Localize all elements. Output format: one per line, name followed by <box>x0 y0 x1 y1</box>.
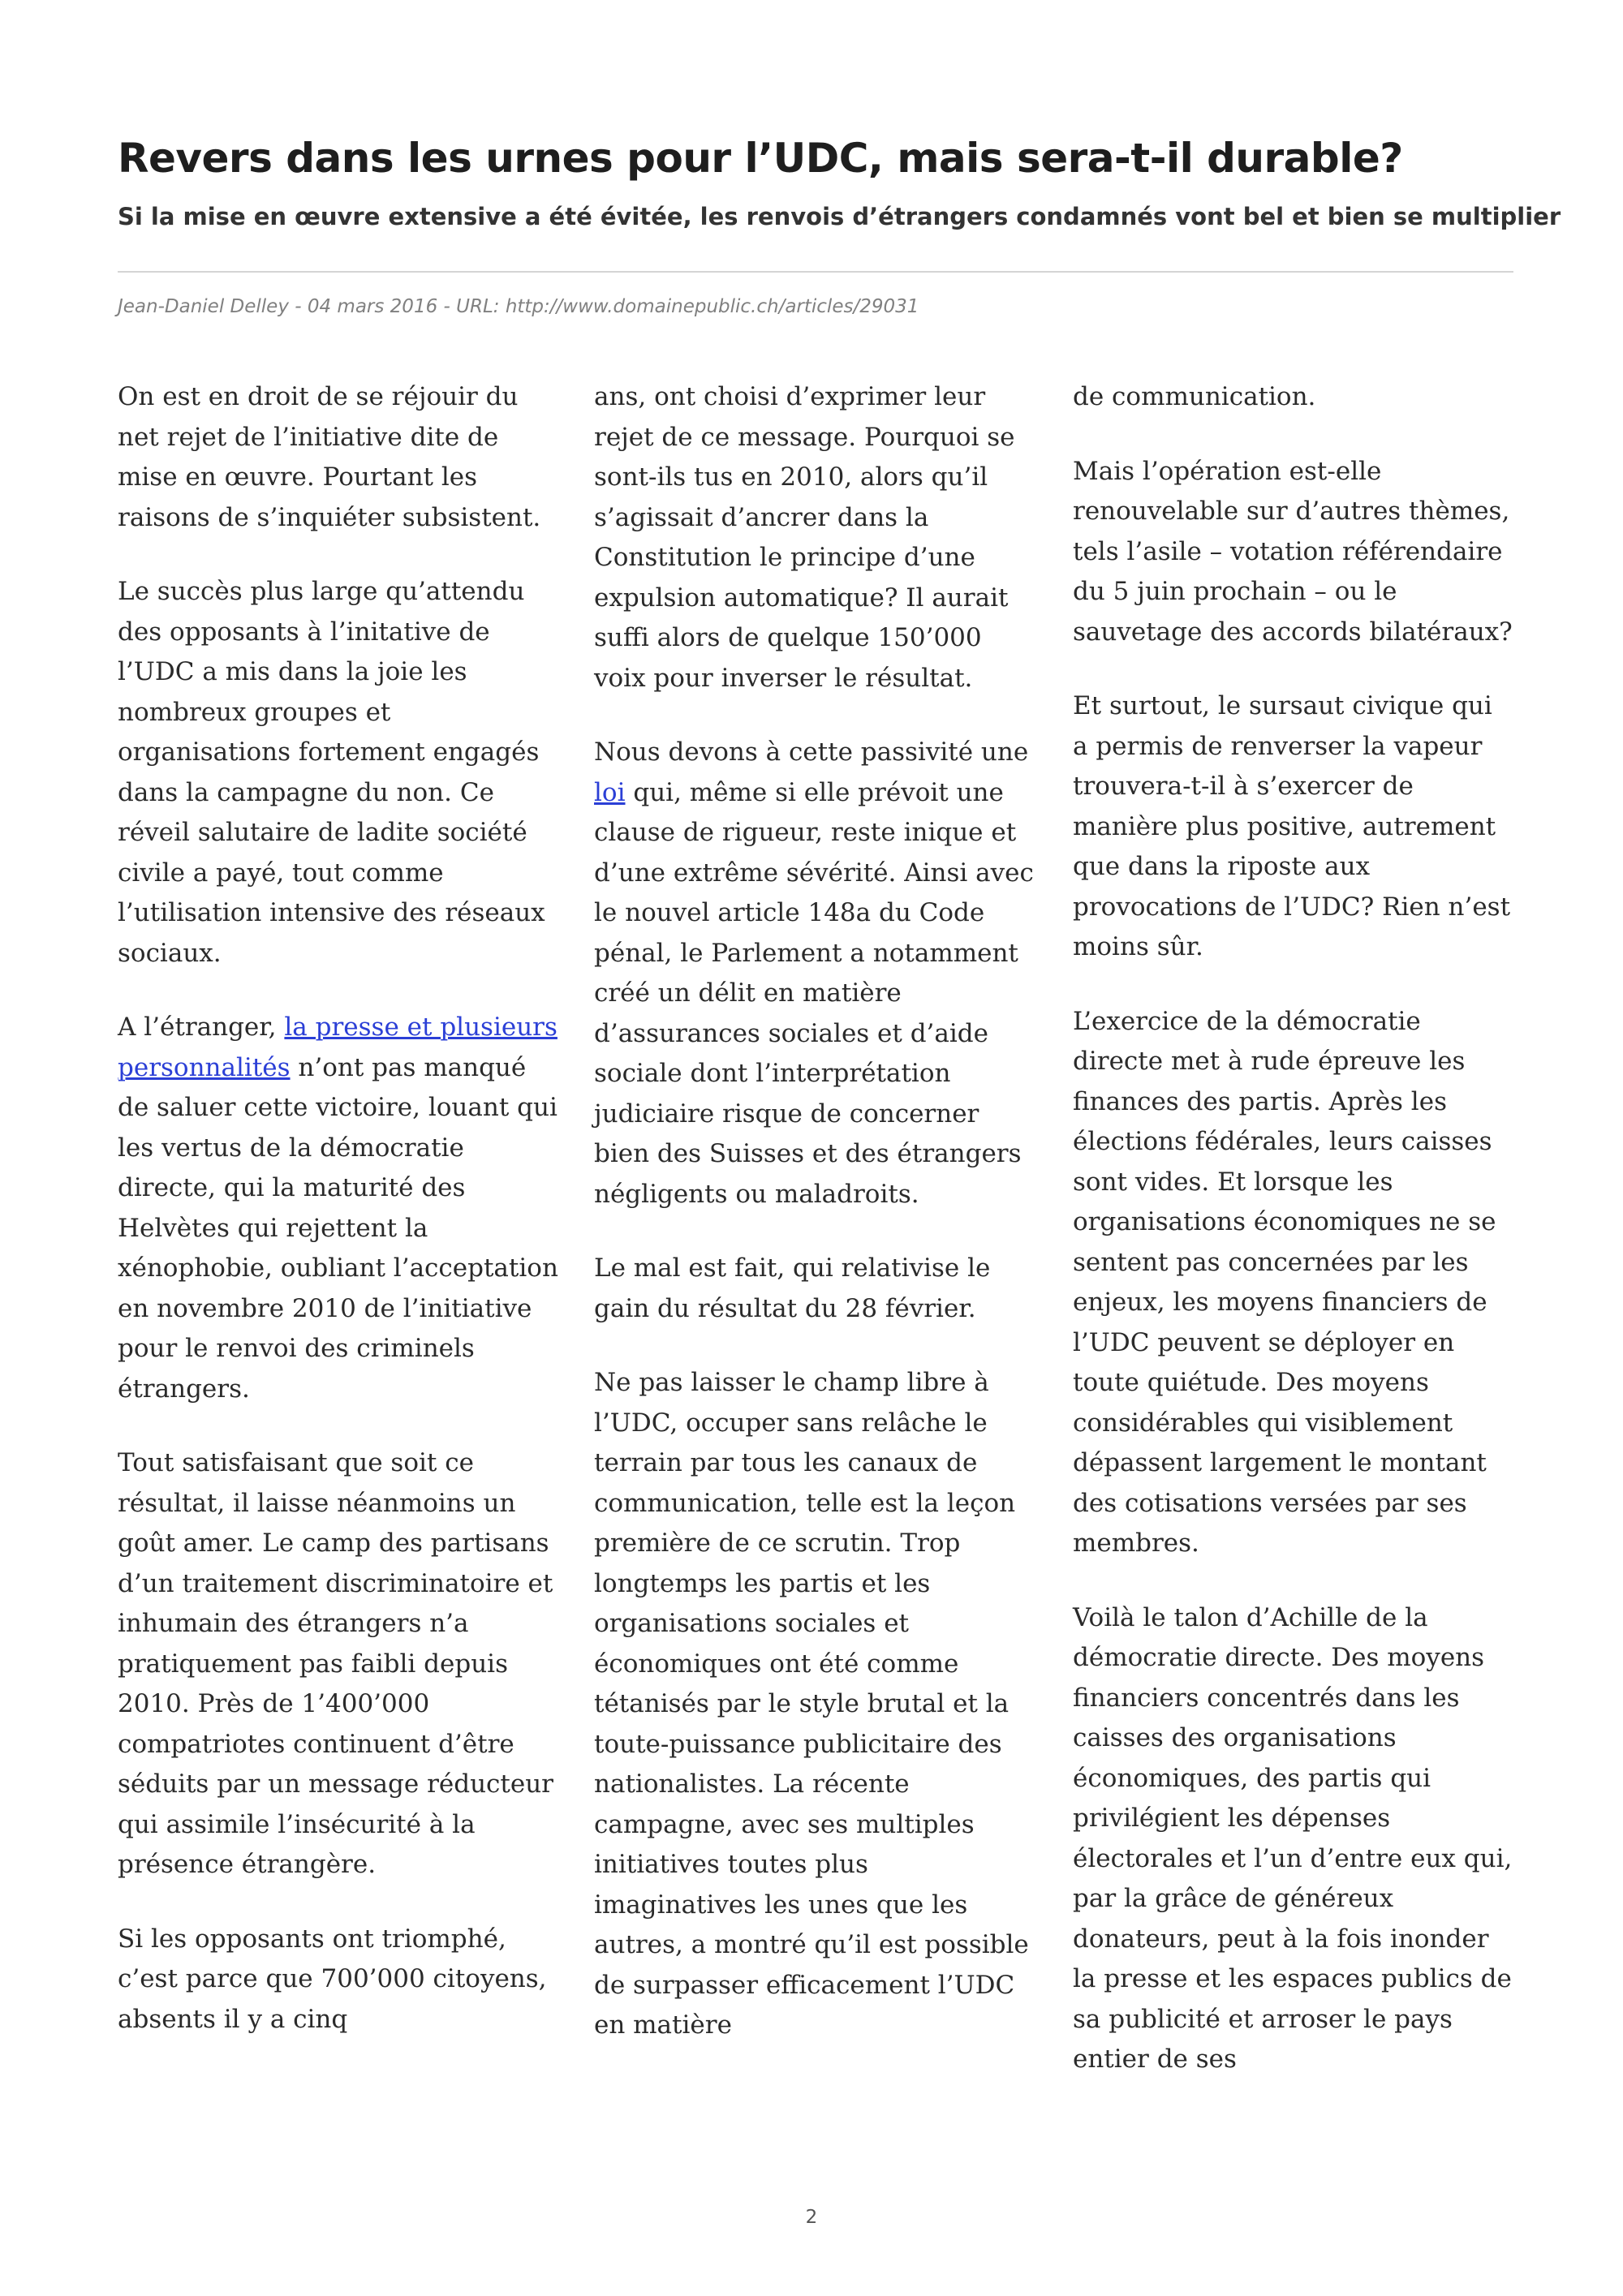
article-subtitle: Si la mise en œuvre extensive a été évitée, les renvois d’étrangers condamnés vont bel et bien se multiplier <box>118 203 1561 230</box>
law-link[interactable]: loi <box>594 777 626 807</box>
paragraph: On est en droit de se réjouir du net rejet de l’initiative dite de mise en œuvre. Pourtant les raisons de s’inquiéter subsistent. <box>118 382 541 532</box>
paragraph: de communication. <box>1073 382 1316 411</box>
paragraph: Le mal est fait, qui relativise le gain du résultat du 28 février. <box>594 1253 991 1323</box>
article-title: Revers dans les urnes pour l’UDC, mais sera-t-il durable? <box>118 135 1403 182</box>
paragraph: Mais l’opération est-elle renouvelable sur d’autres thèmes, tels l’asile – votation référendaire du 5 juin prochain – ou le sauvetage des accords bilatéraux? <box>1073 456 1513 647</box>
paragraph: Si les opposants ont triomphé, c’est parce que 700’000 citoyens, absents il y a cinq <box>118 1924 547 2034</box>
press-link[interactable]: la presse et plusieurs personnalités <box>118 1013 558 1082</box>
paragraph-text: n’ont pas manqué de saluer cette victoire, louant qui les vertus de la démocratie directe, qui la maturité des Helvètes qui rejettent la xénophobie, oubliant l’acceptation en novembre 2010 de l’initiative pour le renvoi des criminels étrangers. <box>118 1052 558 1404</box>
paragraph-text: Nous devons à cette passivité une <box>594 737 1029 767</box>
text-column-2 <box>594 377 1036 2080</box>
article-byline: Jean-Daniel Delley - 04 mars 2016 - URL: http://www.domainepublic.ch/articles/29031 <box>118 296 919 317</box>
paragraph <box>594 733 1036 1215</box>
paragraph-text: A l’étranger, <box>118 1013 285 1042</box>
paragraph: L’exercice de la démocratie directe met à rude épreuve les finances des partis. Après les élections fédérales, leurs caisses sont vides. Et lorsque les organisations économiques ne se sentent pas concernées par les enjeux, les moyens financiers de l’UDC peuvent se déployer en toute quiétude. Des moyens considérables qui visiblement dépassent largement le montant des cotisations versées par ses membres. <box>1073 1006 1496 1558</box>
paragraph: Ne pas laisser le champ libre à l’UDC, occuper sans relâche le terrain par tous les canaux de communication, telle est la leçon première de ce scrutin. Trop longtemps les partis et les organisations sociales et économiques ont été comme tétanisés par le style brutal et la toute-puissance publicitaire des nationalistes. La récente campagne, avec ses multiples initiatives toutes plus imaginatives les unes que les autres, a montré qu’il est possible de surpasser efficacement l’UDC en matière <box>594 1368 1029 2040</box>
paragraph: Et surtout, le sursaut civique qui a permis de renverser la vapeur trouvera-t-il à s’exercer de manière plus positive, autrement que dans la riposte aux provocations de l’UDC? Rien n’est moins sûr. <box>1073 691 1511 961</box>
text-column-1 <box>118 377 560 2074</box>
paragraph-text: qui, même si elle prévoit une clause de rigueur, reste inique et d’une extrême sévérité. Ainsi avec le nouvel article 148a du Code pénal, le Parlement a notamment créé un délit en matière d’assurances sociales et d’aide sociale dont l’interprétation judiciaire risque de concerner bien des Suisses et des étrangers négligents ou maladroits. <box>594 777 1034 1209</box>
page-number: 2 <box>805 2207 818 2228</box>
header-divider <box>118 271 1513 273</box>
paragraph: Voilà le talon d’Achille de la démocratie directe. Des moyens financiers concentrés dans les caisses des organisations économiques, des partis qui privilégient les dépenses électorales et l’un d’entre eux qui, par la grâce de généreux donateurs, peut à la fois inonder la presse et les espaces publics de sa publicité et arroser le pays entier de ses <box>1073 1602 1513 2074</box>
paragraph: Le succès plus large qu’attendu des opposants à l’initative de l’UDC a mis dans la joie les nombreux groupes et organisations fortement engagés dans la campagne du non. Ce réveil salutaire de ladite société civile a payé, tout comme l’utilisation intensive des réseaux sociaux. <box>118 577 545 968</box>
paragraph: ans, ont choisi d’exprimer leur rejet de ce message. Pourquoi se sont-ils tus en 2010, alors qu’il s’agissait d’ancrer dans la Constitution le principe d’une expulsion automatique? Il aurait suffi alors de quelque 150’000 voix pour inverser le résultat. <box>594 382 1015 693</box>
paragraph: Tout satisfaisant que soit ce résultat, il laisse néanmoins un goût amer. Le camp des partisans d’un traitement discriminatoire et inhumain des étrangers n’a pratiquement pas faibli depuis 2010. Près de 1’400’000 compatriotes continuent d’être séduits par un message réducteur qui assimile l’insécurité à la présence étrangère. <box>118 1448 553 1879</box>
paragraph <box>118 1008 560 1409</box>
text-column-3 <box>1073 377 1515 2114</box>
